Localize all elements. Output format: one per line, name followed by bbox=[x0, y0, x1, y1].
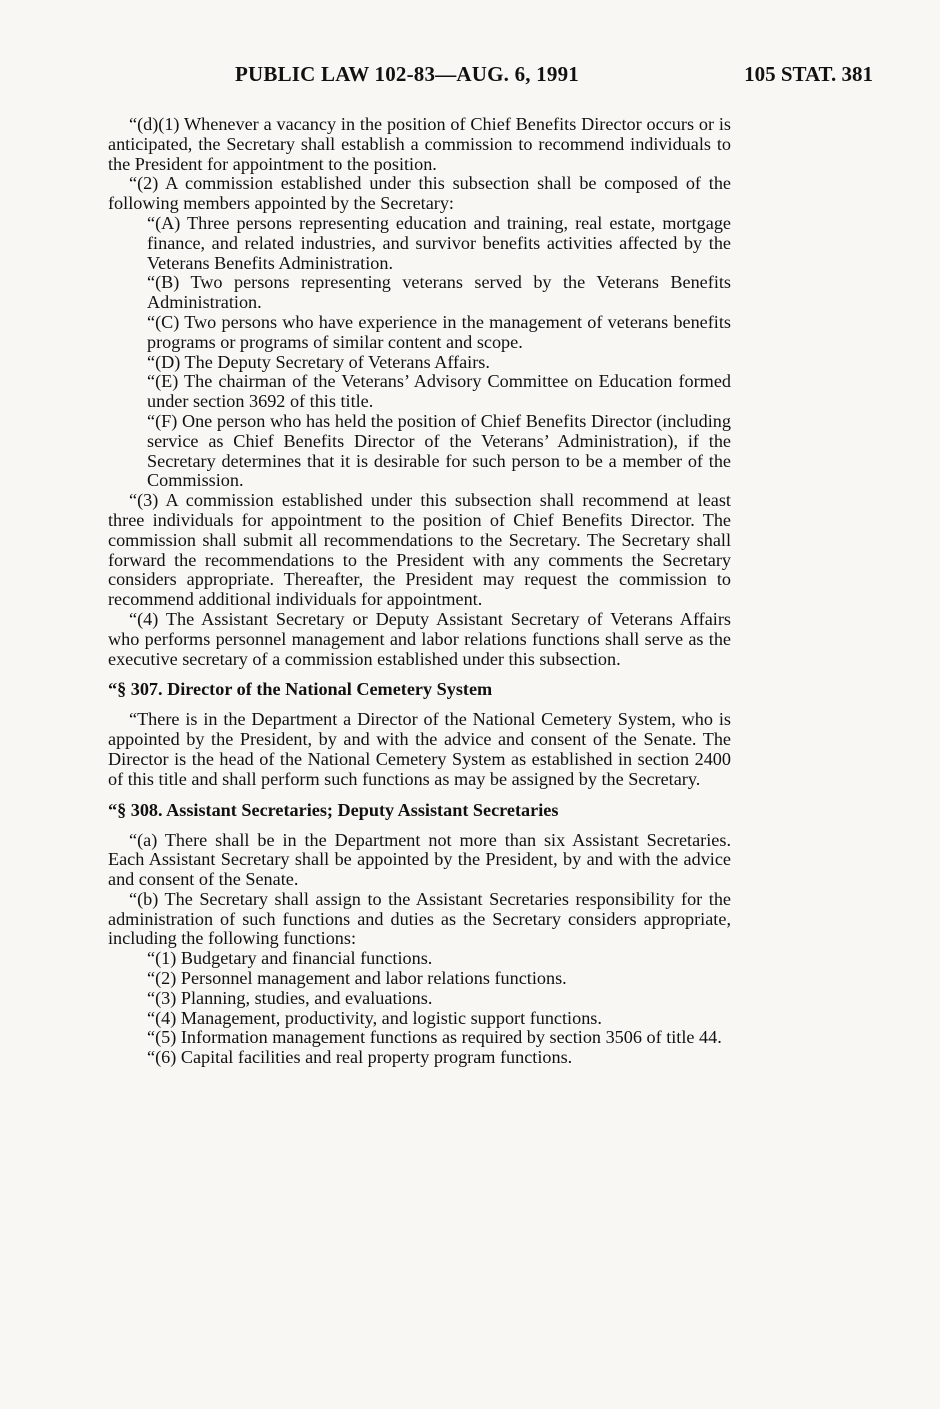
function-item-1: “(1) Budgetary and financial functions. bbox=[147, 948, 433, 969]
document-body bbox=[108, 115, 731, 1068]
paragraph-d2-F: “(F) One person who has held the position of Chief Benefits Director (including service as Chief Benefits Director of the Veterans’ Administration), if the Secretary determines that it is desirable for such person to be a member of the Commission. bbox=[147, 410, 731, 491]
function-item-3: “(3) Planning, studies, and evaluations. bbox=[147, 987, 433, 1008]
paragraph-d4: “(4) The Assistant Secretary or Deputy Assistant Secretary of Veterans Affairs who performs personnel management and labor relations functions shall serve as the executive secretary of a commission established under this subsection. bbox=[108, 608, 731, 669]
section-307-heading: “§ 307. Director of the National Cemetery System bbox=[108, 679, 493, 700]
law-citation: PUBLIC LAW 102-83—AUG. 6, 1991 bbox=[235, 62, 579, 86]
function-item-4: “(4) Management, productivity, and logistic support functions. bbox=[147, 1007, 602, 1028]
function-item-6: “(6) Capital facilities and real property program functions. bbox=[147, 1047, 573, 1068]
paragraph-d2-E: “(E) The chairman of the Veterans’ Advisory Committee on Education formed under section 3692 of this title. bbox=[147, 371, 731, 412]
statute-page-number: 105 STAT. 381 bbox=[744, 62, 873, 86]
paragraph-d2-A: “(A) Three persons representing education and training, real estate, mortgage finance, and related industries, and survivor benefits activities affected by the Veterans Benefits Administration. bbox=[147, 212, 731, 273]
section-308-b: “(b) The Secretary shall assign to the Assistant Secretaries responsibility for the administration of such functions and duties as the Secretary considers appropriate, including the following functions: bbox=[108, 888, 731, 949]
paragraph-d2-B: “(B) Two persons representing veterans served by the Veterans Benefits Administration. bbox=[147, 272, 731, 313]
paragraph-d2: “(2) A commission established under this subsection shall be composed of the following members appointed by the Secretary: bbox=[108, 173, 731, 214]
paragraph-d2-D: “(D) The Deputy Secretary of Veterans Affairs. bbox=[147, 351, 490, 372]
function-item-2: “(2) Personnel management and labor relations functions. bbox=[147, 968, 567, 989]
page-header bbox=[108, 62, 873, 90]
paragraph-d3: “(3) A commission established under this subsection shall recommend at least three individuals for appointment to the position of Chief Benefits Director. The commission shall submit all recommendations to the Secretary. The Secretary shall forward the recommendations to the President with any comments the Secretary considers appropriate. Thereafter, the President may request the commission to recommend additional individuals for appointment. bbox=[108, 490, 731, 610]
function-item-5: “(5) Information management functions as required by section 3506 of title 44. bbox=[147, 1027, 722, 1048]
section-307-text: “There is in the Department a Director of the National Cemetery System, who is appointed by the President, by and with the advice and consent of the Senate. The Director is the head of the National Cemetery System as established in section 2400 of this title and shall perform such functions as may be assigned by the Secretary. bbox=[108, 709, 731, 789]
paragraph-d2-C: “(C) Two persons who have experience in the management of veterans benefits programs or programs of similar content and scope. bbox=[147, 311, 731, 352]
paragraph-d1: “(d)(1) Whenever a vacancy in the position of Chief Benefits Director occurs or is anticipated, the Secretary shall establish a commission to recommend individuals to the President for appointment to the position. bbox=[108, 114, 731, 174]
section-308-a: “(a) There shall be in the Department not more than six Assistant Secretaries. Each Assistant Secretary shall be appointed by the President, by and with the advice and consent of the Senate. bbox=[108, 829, 731, 890]
section-308-heading: “§ 308. Assistant Secretaries; Deputy Assistant Secretaries bbox=[108, 799, 559, 820]
